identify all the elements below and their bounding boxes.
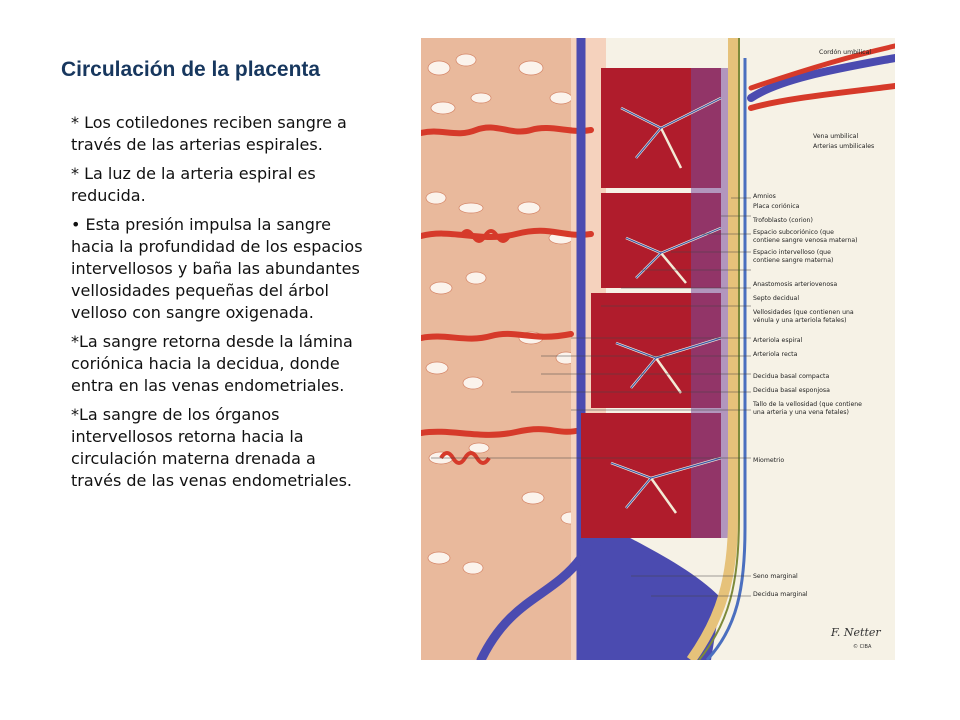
label-vena-umbilical: Vena umbilical <box>813 133 859 140</box>
slide-title: Circulación de la placenta <box>61 58 321 81</box>
label-arteriola-espiral: Arteriola espiral <box>753 337 803 344</box>
placenta-illustration <box>421 38 895 660</box>
label-placa-corionica: Placa coriónica <box>753 203 800 210</box>
label-espacio-intervelloso: Espacio intervelloso (que <box>753 249 831 256</box>
label-cordon-umbilical: Cordón umbilical <box>819 49 872 56</box>
paragraph-4: *La sangre retorna desde la lámina coriónica hacia la decidua, donde entra en las venas endometriales. <box>71 332 353 395</box>
label-espacio-subcorionico-2: contiene sangre venosa materna) <box>753 237 858 244</box>
slide-body <box>71 112 371 499</box>
label-vellosidades: Vellosidades (que contienen una <box>753 309 854 316</box>
paragraph-1: * Los cotiledones reciben sangre a través de las arterias espirales. <box>71 113 347 154</box>
label-decidua-basal-esponjosa: Decidua basal esponjosa <box>753 387 830 394</box>
label-trofoblasto: Trofoblasto (corion) <box>753 217 813 224</box>
label-decidua-basal-compacta: Decidua basal compacta <box>753 373 830 380</box>
label-anastomosis: Anastomosis arteriovenosa <box>753 281 838 288</box>
label-tallo-vellosidad-2: una arteria y una vena fetales) <box>753 409 849 416</box>
label-miometrio: Miometrio <box>753 457 785 464</box>
label-seno-marginal: Seno marginal <box>753 573 798 580</box>
label-septo-decidual: Septo decidual <box>753 295 800 302</box>
label-arteriola-recta: Arteriola recta <box>753 351 798 358</box>
label-espacio-intervelloso-2: contiene sangre materna) <box>753 257 834 264</box>
netter-signature: F. Netter <box>831 626 881 639</box>
label-arterias-umbilicales: Arterias umbilicales <box>813 143 875 150</box>
paragraph-3: • Esta presión impulsa la sangre hacia la profundidad de los espacios intervellosos y baña las abundantes vellosidades pequeñas del árbol velloso con sangre oxigenada. <box>71 215 363 322</box>
paragraph-2: * La luz de la arteria espiral es reducida. <box>71 164 316 205</box>
label-decidua-marginal: Decidua marginal <box>753 591 808 598</box>
label-tallo-vellosidad: Tallo de la vellosidad (que contiene <box>753 401 862 408</box>
copyright-text: © CIBA <box>853 644 872 650</box>
paragraph-5: *La sangre de los órganos intervellosos retorna hacia la circulación materna drenada a través de las venas endometriales. <box>71 405 352 490</box>
label-espacio-subcorionico: Espacio subcoriónico (que <box>753 229 834 236</box>
label-amnios: Amnios <box>753 193 776 200</box>
label-vellosidades-2: vénula y una arteriola fetales) <box>753 317 847 324</box>
